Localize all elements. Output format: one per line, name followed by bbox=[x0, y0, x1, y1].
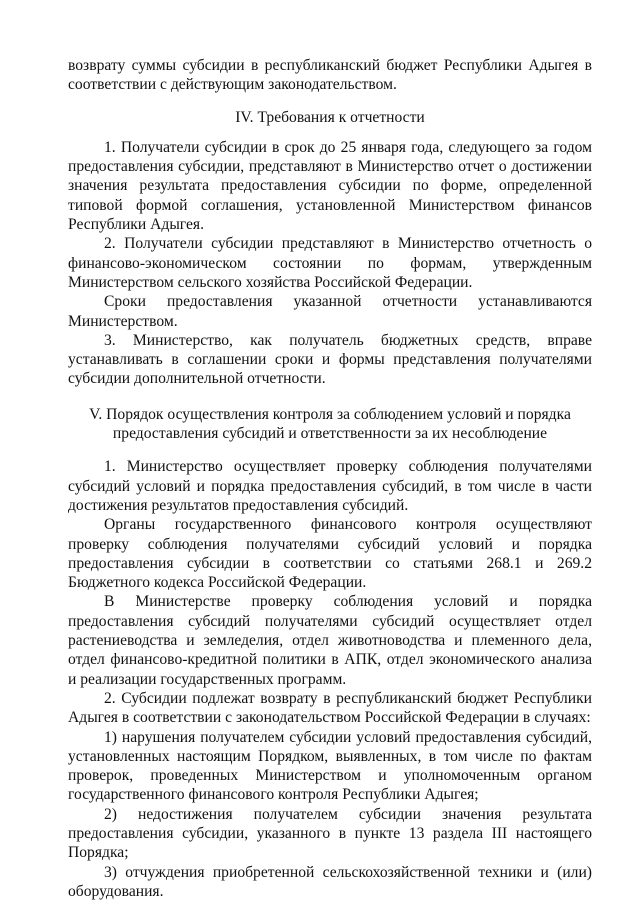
continuation-paragraph: возврату суммы субсидии в республиканский бюджет Республики Адыгея в соответствии с действующим законодательством. bbox=[68, 57, 592, 94]
section-4-paragraph-4: 3. Министерство, как получатель бюджетных средств, вправе устанавливать в соглашении сроки и формы представления получателями субсидии дополнительной отчетности. bbox=[68, 331, 592, 388]
spacer bbox=[68, 389, 592, 405]
section-5-paragraph-3: В Министерстве проверку соблюдения условий и порядка предоставления субсидий получателями субсидий осуществляет отдел растениеводства и земледелия, отдел животноводства и племенного дела, отдел финансово-кредитной политики в АПК, отдел экономического анализа и реализации государственных программ. bbox=[68, 593, 592, 688]
section-4-paragraph-3: Сроки предоставления указанной отчетности устанавливаются Министерством. bbox=[68, 293, 592, 330]
section-4-paragraph-1: 1. Получатели субсидии в срок до 25 января года, следующего за годом предоставления субсидии, представляют в Министерство отчет о достижении значения результата предоставления субсидии по форме, определенной типовой формой соглашения, установленной Министерством финансов Республики Адыгея. bbox=[68, 138, 592, 234]
section-5-heading-line-1: V. Порядок осуществления контроля за соблюдением условий и порядка bbox=[89, 405, 571, 423]
section-5-list-item-2: 2) недостижения получателем субсидии значения результата предоставления субсидии, указанного в пункте 13 раздела III настоящего Порядка; bbox=[68, 805, 592, 862]
section-5-heading-line-2: предоставления субсидий и ответственности за их несоблюдение bbox=[112, 425, 548, 443]
spacer bbox=[68, 95, 592, 108]
section-5-paragraph-2: Органы государственного финансового контроля осуществляют проверку соблюдения получателями субсидий условий и порядка предоставления субсидии в соответствии со статьями 268.1 и 269.2 Бюджетного кодекса Российской Федерации. bbox=[68, 516, 592, 592]
section-4-heading: IV. Требования к отчетности bbox=[235, 108, 425, 126]
section-5-paragraph-1: 1. Министерство осуществляет проверку соблюдения получателями субсидий условий и порядка предоставления субсидий, в том числе в части достижения результатов предоставления субсидий. bbox=[68, 458, 592, 514]
spacer bbox=[68, 443, 592, 457]
section-5-list-item-1: 1) нарушения получателем субсидии условий предоставления субсидий, установленных настоящим Порядком, выявленных, в том числе по фактам проверок, проведенных Министерством и уполномоченным органом государственного финансового контроля Республики Адыгея; bbox=[68, 728, 592, 804]
spacer bbox=[68, 127, 592, 138]
section-5-paragraph-4: 2. Субсидии подлежат возврату в республиканский бюджет Республики Адыгея в соответствии с законодательством Российской Федерации в случаях: bbox=[68, 689, 592, 727]
section-4-paragraph-2: 2. Получатели субсидии представляют в Министерство отчетность о финансово-экономическом состоянии по формам, утвержденным Министерством сельского хозяйства Российской Федерации. bbox=[68, 235, 592, 291]
section-5-list-item-3: 3) отчуждения приобретенной сельскохозяйственной техники и (или) оборудования. bbox=[68, 863, 592, 900]
